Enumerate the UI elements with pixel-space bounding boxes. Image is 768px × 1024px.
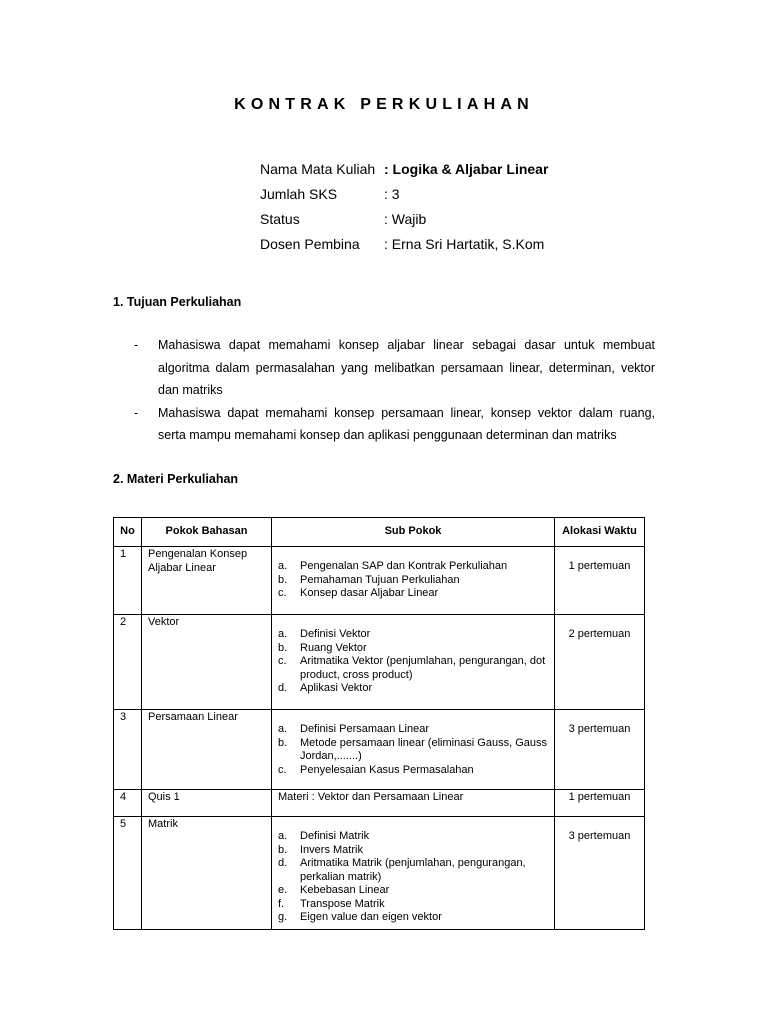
sub-text: Metode persamaan linear (eliminasi Gauss, Gauss Jordan,.......) (300, 736, 548, 762)
sub-list (278, 830, 548, 925)
sub-item (278, 844, 548, 858)
table-header-row (114, 518, 645, 547)
sub-letter: a. (278, 723, 288, 735)
cell-alokasi: 3 pertemuan (555, 710, 645, 790)
info-value: : 3 (384, 185, 400, 202)
cell-sub (272, 817, 555, 930)
sub-text: Aplikasi Vektor (300, 682, 373, 694)
sub-item (278, 830, 548, 844)
objective-item (134, 334, 655, 402)
sub-text: Invers Matrik (300, 843, 363, 856)
objective-text: Mahasiswa dapat memahami konsep persamaan linear, konsep vektor dalam ruang, serta mampu memahami konsep dan aplikasi penggunaan determinan dan matriks (158, 405, 655, 442)
sub-text: Aritmatika Matrik (penjumlahan, pengurangan, perkalian matrik) (300, 857, 526, 883)
info-row-status (260, 206, 548, 231)
sub-text: Aritmatika Vektor (penjumlahan, pengurangan, dot product, cross product) (300, 655, 546, 681)
sub-letter: c. (278, 763, 287, 776)
sub-text: Kebebasan Linear (300, 884, 390, 896)
objectives-list (134, 334, 655, 447)
table-row (114, 817, 645, 930)
sub-item (278, 628, 548, 642)
cell-sub (272, 547, 555, 615)
sub-item (278, 764, 548, 778)
sub-item (278, 655, 548, 682)
sub-text: Definisi Vektor (300, 628, 371, 640)
info-row-sks (260, 181, 548, 206)
cell-sub (272, 790, 555, 817)
cell-no: 2 (114, 615, 142, 710)
sub-text: Definisi Matrik (300, 830, 370, 842)
sub-letter: e. (278, 884, 288, 896)
info-label: Jumlah SKS (260, 185, 338, 202)
sub-text: Transpose Matrik (300, 897, 385, 910)
document-title: KONTRAK PERKULIAHAN (234, 96, 534, 113)
sub-item (278, 898, 548, 912)
info-value: : Logika & Aljabar Linear (384, 160, 549, 177)
sub-text: Ruang Vektor (300, 641, 367, 654)
cell-pokok: Pengenalan Konsep Aljabar Linear (142, 547, 272, 615)
sub-text: Konsep dasar Aljabar Linear (300, 587, 439, 599)
cell-no: 1 (114, 547, 142, 615)
sub-text: Penyelesaian Kasus Permasalahan (300, 763, 474, 776)
cell-pokok: Matrik (142, 817, 272, 930)
cell-alokasi: 3 pertemuan (555, 817, 645, 930)
course-info (260, 156, 548, 256)
sub-list (278, 560, 548, 601)
cell-pokok: Quis 1 (142, 790, 272, 817)
cell-no: 4 (114, 790, 142, 817)
sub-intro: Materi : Vektor dan Persamaan Linear (278, 791, 464, 803)
sub-item (278, 911, 548, 925)
sub-item (278, 587, 548, 601)
cell-pokok: Persamaan Linear (142, 710, 272, 790)
sub-item (278, 574, 548, 588)
header-no: No (114, 518, 142, 547)
header-alokasi: Alokasi Waktu (555, 518, 645, 547)
cell-pokok: Vektor (142, 615, 272, 710)
materials-table (113, 517, 645, 930)
sub-letter: b. (278, 736, 288, 749)
cell-alokasi: 1 pertemuan (555, 547, 645, 615)
sub-text: Pemahaman Tujuan Perkuliahan (300, 573, 460, 586)
info-label: Nama Mata Kuliah (260, 160, 376, 177)
info-label: Dosen Pembina (260, 235, 360, 252)
sub-item (278, 682, 548, 696)
bullet-dash: - (134, 338, 139, 352)
header-pokok: Pokok Bahasan (142, 518, 272, 547)
bullet-dash: - (134, 405, 139, 420)
objective-text: Mahasiswa dapat memahami konsep aljabar linear sebagai dasar untuk membuat algoritma dalam permasalahan yang melibatkan persamaan linear, determinan, vektor dan matriks (158, 338, 655, 397)
cell-sub (272, 615, 555, 710)
sub-letter: f. (278, 897, 285, 910)
sub-letter: b. (278, 573, 288, 586)
table-row (114, 547, 645, 615)
sub-letter: d. (278, 857, 288, 869)
section-title-materials: 2. Materi Perkuliahan (113, 472, 239, 486)
sub-item (278, 884, 548, 898)
sub-list (278, 723, 548, 777)
cell-no: 3 (114, 710, 142, 790)
sub-letter: a. (278, 560, 288, 572)
info-value: : Wajib (384, 210, 427, 227)
table-row (114, 615, 645, 710)
sub-letter: b. (278, 641, 288, 654)
table-row (114, 790, 645, 817)
sub-letter: b. (278, 843, 288, 856)
objective-item (134, 402, 655, 447)
sub-letter: a. (278, 628, 288, 640)
sub-letter: a. (278, 830, 288, 842)
cell-alokasi: 2 pertemuan (555, 615, 645, 710)
info-label: Status (260, 210, 300, 227)
info-value: : Erna Sri Hartatik, S.Kom (384, 235, 545, 252)
sub-item (278, 737, 548, 764)
info-row-lecturer (260, 231, 548, 256)
cell-alokasi: 1 pertemuan (555, 790, 645, 817)
sub-item (278, 723, 548, 737)
section-title-objectives: 1. Tujuan Perkuliahan (113, 295, 242, 309)
sub-letter: d. (278, 682, 288, 694)
table-row (114, 710, 645, 790)
sub-item (278, 642, 548, 656)
sub-letter: g. (278, 911, 288, 923)
cell-no: 5 (114, 817, 142, 930)
sub-item (278, 857, 548, 884)
info-row-course-name (260, 156, 548, 181)
sub-text: Pengenalan SAP dan Kontrak Perkuliahan (300, 560, 508, 572)
sub-item (278, 560, 548, 574)
header-sub: Sub Pokok (272, 518, 555, 547)
sub-text: Eigen value dan eigen vektor (300, 911, 442, 923)
sub-list (278, 628, 548, 696)
cell-sub (272, 710, 555, 790)
sub-letter: c. (278, 655, 287, 667)
sub-letter: c. (278, 587, 287, 599)
sub-text: Definisi Persamaan Linear (300, 723, 430, 735)
